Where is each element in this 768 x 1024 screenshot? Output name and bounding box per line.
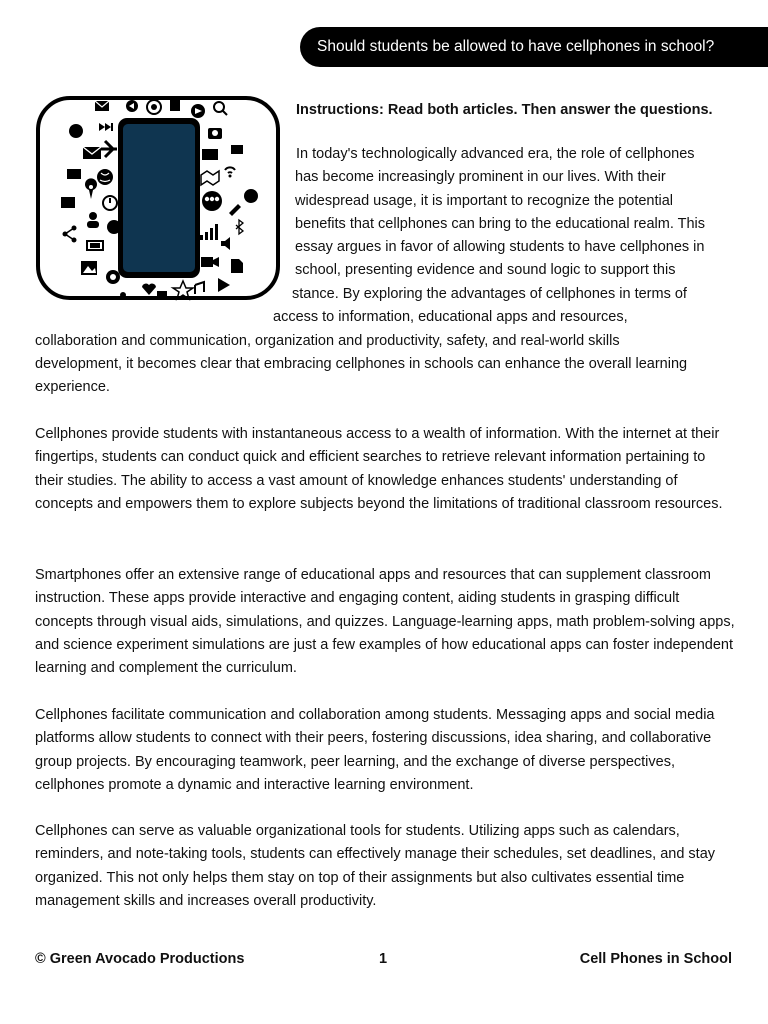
- video-icon: [201, 257, 213, 267]
- signal-icon: [200, 235, 203, 240]
- dot-icon: [120, 292, 126, 298]
- body-paragraph: Cellphones can serve as valuable organizational tools for students. Utilizing apps such as calendars, reminders, and note-taking tools, students can effectively manage their schedules, set deadlines, and stay organized. This not only helps them stay on top of their assignments but also cultivates essential time management skills and increases overall productivity.: [35, 823, 716, 909]
- body-paragraph: Cellphones facilitate communication and collaboration among students. Messaging apps and social media platforms allow students to connect with their peers, fostering discussions, idea sharing, and collaborative group projects. By encouraging teamwork, peer learning, and the exchange of diverse perspectives, cellphones promote a dynamic and interactive learning environment.: [35, 707, 715, 793]
- user-icon: [69, 124, 83, 138]
- globe-icon: [97, 169, 113, 185]
- instructions: Instructions: Read both articles. Then answer the questions.: [296, 102, 713, 118]
- intro-line: essay argues in favor of allowing students to have cellphones in: [295, 239, 705, 255]
- intro-line: access to information, educational apps and resources,: [273, 309, 628, 325]
- clapperboard-icon: [231, 145, 243, 154]
- footer-page-number: 1: [379, 951, 388, 967]
- intro-line: benefits that cellphones can bring to the educational realm. This: [295, 216, 706, 232]
- intro-line: In today's technologically advanced era, the role of cellphones: [296, 146, 695, 162]
- calendar-icon: [157, 291, 167, 300]
- cellphone-apps-illustration: [35, 95, 281, 301]
- intro-line: stance. By exploring the advantages of cellphones in terms of: [292, 286, 687, 302]
- intro-line: development, it becomes clear that embracing cellphones in schools can enhance the overall learning: [35, 356, 688, 372]
- message-icon: [202, 149, 218, 160]
- compass-icon: [107, 220, 121, 234]
- file-icon: [170, 99, 180, 111]
- intro-line: widespread usage, it is important to recognize the potential: [295, 193, 674, 209]
- chat-icon: [67, 169, 81, 179]
- body-paragraph: Cellphones provide students with instantaneous access to a wealth of information. With the internet at their fingertips, students can conduct quick and efficient searches to retrieve relevant information pertaining to their studies. The ability to access a vast amount of knowledge enhances students' understanding of concepts and empowers them to explore subjects beyond the limitations of traditional classroom resources.: [35, 426, 723, 512]
- intro-line: has become increasingly prominent in our lives. With their: [295, 169, 666, 185]
- intro-line: school, presenting evidence and sound logic to support this: [295, 262, 676, 278]
- header-title: Should students be allowed to have cellphones in school?: [300, 27, 768, 67]
- body-paragraph: Smartphones offer an extensive range of educational apps and resources that can supplement classroom instruction. These apps provide interactive and engaging content, aiding students in grasping difficult concepts through visual aids, simulations, and quizzes. Language-learning apps, math problem-solving apps, and science experiment simulations are just a few examples of how educational apps can foster independent learning and complement the curriculum.: [35, 567, 735, 677]
- home-icon: [244, 189, 258, 203]
- intro-line: experience.: [35, 379, 110, 395]
- add-user-icon: [89, 212, 97, 220]
- intro-line: collaboration and communication, organization and productivity, safety, and real-world skills: [35, 333, 620, 349]
- footer-title: Cell Phones in School: [579, 951, 732, 967]
- footer-copyright: © Green Avocado Productions: [35, 951, 245, 967]
- folder-icon: [61, 197, 75, 208]
